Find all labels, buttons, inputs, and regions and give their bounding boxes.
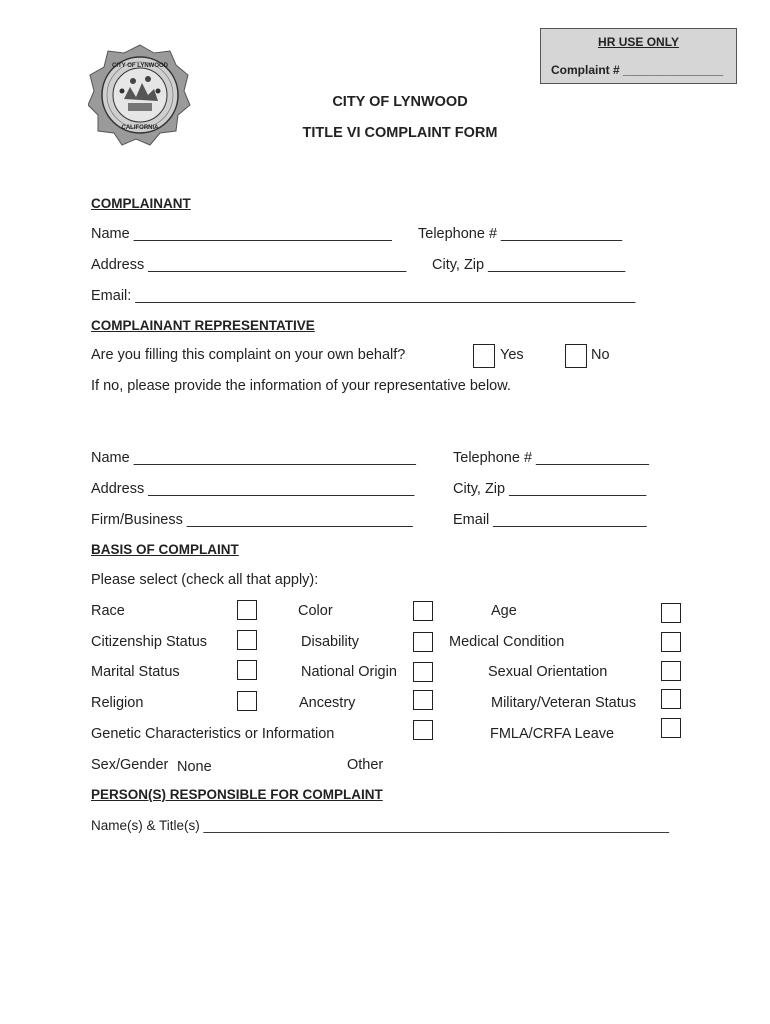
representative-firm-field[interactable]: Firm/Business ____________________________ — [91, 512, 413, 528]
responsible-names-field[interactable]: Name(s) & Title(s) ______________________________________________________________ — [91, 818, 670, 833]
complainant-address-field[interactable]: Address ________________________________ — [91, 257, 407, 273]
genetic-label: Genetic Characteristics or Information — [91, 726, 335, 742]
fmla-crfa-checkbox[interactable] — [661, 718, 681, 738]
medical-condition-checkbox[interactable] — [661, 632, 681, 652]
form-title: TITLE VI COMPLAINT FORM — [302, 125, 498, 141]
citizenship-checkbox[interactable] — [237, 630, 257, 650]
complainant-telephone-field[interactable]: Telephone # _______________ — [418, 226, 623, 242]
responsible-heading: PERSON(S) RESPONSIBLE FOR COMPLAINT — [91, 787, 383, 802]
basis-heading: BASIS OF COMPLAINT — [91, 542, 239, 557]
sexual-orientation-label: Sexual Orientation — [488, 664, 608, 680]
sex-gender-value[interactable]: None — [177, 759, 212, 775]
sexual-orientation-checkbox[interactable] — [661, 661, 681, 681]
complainant-heading: COMPLAINANT — [91, 196, 191, 211]
representative-instruction: If no, please provide the information of your representative below. — [91, 378, 511, 394]
sex-gender-label: Sex/Gender — [91, 757, 169, 773]
genetic-checkbox[interactable] — [413, 720, 433, 740]
own-behalf-yes-label: Yes — [500, 347, 524, 363]
color-checkbox[interactable] — [413, 601, 433, 621]
city-title: CITY OF LYNWOOD — [332, 94, 468, 110]
representative-telephone-field[interactable]: Telephone # ______________ — [453, 450, 649, 466]
seal-top-text: CITY OF LYNWOOD — [111, 63, 169, 69]
age-checkbox[interactable] — [661, 603, 681, 623]
marital-status-label: Marital Status — [91, 664, 180, 680]
own-behalf-question: Are you filling this complaint on your own behalf? — [91, 347, 406, 363]
hr-use-only-title: HR USE ONLY — [598, 35, 679, 49]
representative-address-field[interactable]: Address _________________________________ — [91, 481, 415, 497]
hr-use-only-box — [540, 28, 737, 84]
military-veteran-checkbox[interactable] — [661, 689, 681, 709]
medical-condition-label: Medical Condition — [449, 634, 565, 650]
basis-instruction: Please select (check all that apply): — [91, 572, 319, 588]
national-origin-checkbox[interactable] — [413, 662, 433, 682]
complaint-number-field[interactable] — [551, 63, 723, 77]
religion-checkbox[interactable] — [237, 691, 257, 711]
color-label: Color — [298, 603, 333, 619]
representative-cityzip-field[interactable]: City, Zip _________________ — [453, 481, 647, 497]
own-behalf-no-label: No — [591, 347, 610, 363]
race-checkbox[interactable] — [237, 600, 257, 620]
complainant-name-field[interactable]: Name ________________________________ — [91, 226, 392, 242]
disability-checkbox[interactable] — [413, 632, 433, 652]
ancestry-checkbox[interactable] — [413, 690, 433, 710]
representative-heading: COMPLAINANT REPRESENTATIVE — [91, 318, 315, 333]
own-behalf-yes-checkbox[interactable] — [473, 344, 495, 368]
marital-status-checkbox[interactable] — [237, 660, 257, 680]
age-label: Age — [491, 603, 517, 619]
race-label: Race — [91, 603, 125, 619]
disability-label: Disability — [301, 634, 360, 650]
seal-bottom-text: CALIFORNIA — [121, 125, 159, 131]
national-origin-label: National Origin — [301, 664, 397, 680]
representative-name-field[interactable]: Name ___________________________________ — [91, 450, 416, 466]
religion-label: Religion — [91, 695, 144, 711]
other-label: Other — [347, 757, 384, 773]
complainant-cityzip-field[interactable]: City, Zip _________________ — [432, 257, 626, 273]
complaint-number-blank: _______________ — [623, 63, 724, 77]
military-veteran-label: Military/Veteran Status — [491, 695, 637, 711]
complaint-number-label: Complaint # — [551, 63, 620, 77]
complainant-email-field[interactable]: Email: ______________________________________________________________ — [91, 288, 636, 304]
own-behalf-no-checkbox[interactable] — [565, 344, 587, 368]
representative-email-field[interactable]: Email ___________________ — [453, 512, 647, 528]
citizenship-label: Citizenship Status — [91, 634, 208, 650]
ancestry-label: Ancestry — [299, 695, 356, 711]
fmla-crfa-label: FMLA/CRFA Leave — [490, 726, 615, 742]
